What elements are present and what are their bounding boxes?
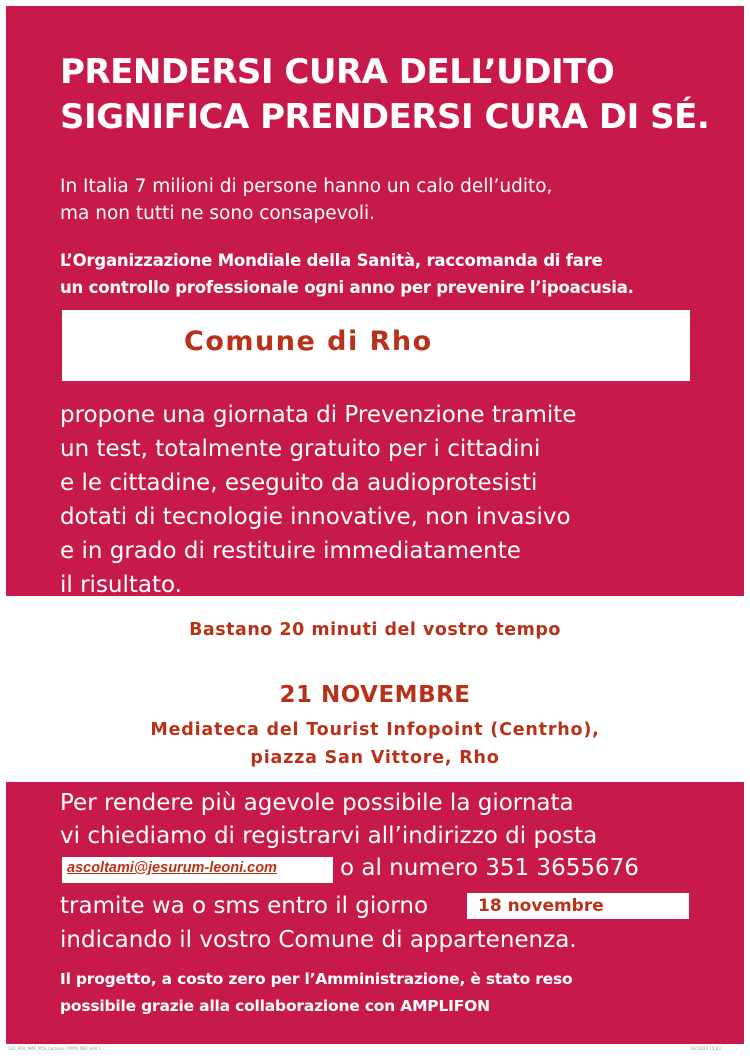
footer-note bbox=[60, 966, 572, 1020]
headline-line-2: SIGNIFICA PRENDERSI CURA DI SÉ. bbox=[60, 97, 710, 137]
headline-line-1: PRENDERSI CURA DELL’UDITO bbox=[60, 52, 615, 92]
footer-line-2: possibile grazie alla collaborazione con AMPLIFON bbox=[60, 997, 490, 1015]
proposal-line: e in grado di restituire immediatamente bbox=[60, 538, 521, 564]
comune-name: Comune di Rho bbox=[184, 326, 433, 357]
proposal-line: e le cittadine, eseguito da audioprotesisti bbox=[60, 470, 538, 496]
who-line-1: L’Organizzazione Mondiale della Sanità, raccomanda di fare bbox=[60, 251, 603, 270]
registration-line-1: Per rendere più agevole possibile la giornata bbox=[60, 790, 574, 816]
print-mark-left: 140_950_AMP_POS_Comune_CMYK_DEF.indd 1 bbox=[8, 1046, 102, 1051]
footer-line-1: Il progetto, a costo zero per l’Amministrazione, è stato reso bbox=[60, 970, 573, 988]
headline bbox=[60, 50, 709, 140]
registration-line-2: vi chiediamo di registrarvi all’indirizzo di posta bbox=[60, 823, 598, 849]
print-mark-right: 16/10/24 15:03 bbox=[690, 1046, 721, 1051]
proposal-line: il risultato. bbox=[60, 572, 182, 598]
intro-line-2: ma non tutti ne sono consapevoli. bbox=[60, 203, 376, 224]
registration-line-4: tramite wa o sms entro il giorno bbox=[60, 893, 429, 919]
phone-number: o al numero 351 3655676 bbox=[340, 855, 639, 881]
registration-line-5: indicando il vostro Comune di appartenenza. bbox=[60, 927, 577, 953]
who-statement bbox=[60, 247, 634, 301]
deadline-date: 18 novembre bbox=[478, 896, 604, 916]
email-link[interactable]: ascoltami@jesurum-leoni.com bbox=[67, 860, 277, 876]
proposal-line: un test, totalmente gratuito per i cittadini bbox=[60, 436, 541, 462]
event-venue-line-1: Mediateca del Tourist Infopoint (Centrho), bbox=[150, 720, 600, 740]
event-date: 21 NOVEMBRE bbox=[279, 682, 471, 708]
proposal-line: dotati di tecnologie innovative, non invasivo bbox=[60, 504, 571, 530]
intro-text bbox=[60, 173, 552, 227]
intro-line-1: In Italia 7 milioni di persone hanno un calo dell’udito, bbox=[60, 176, 553, 197]
who-line-2: un controllo professionale ogni anno per prevenire l’ipoacusia. bbox=[60, 278, 634, 297]
proposal-line: propone una giornata di Prevenzione tramite bbox=[60, 402, 577, 428]
event-venue-line-2: piazza San Vittore, Rho bbox=[250, 748, 500, 768]
proposal-text bbox=[60, 398, 576, 602]
duration-note: Bastano 20 minuti del vostro tempo bbox=[189, 620, 561, 640]
